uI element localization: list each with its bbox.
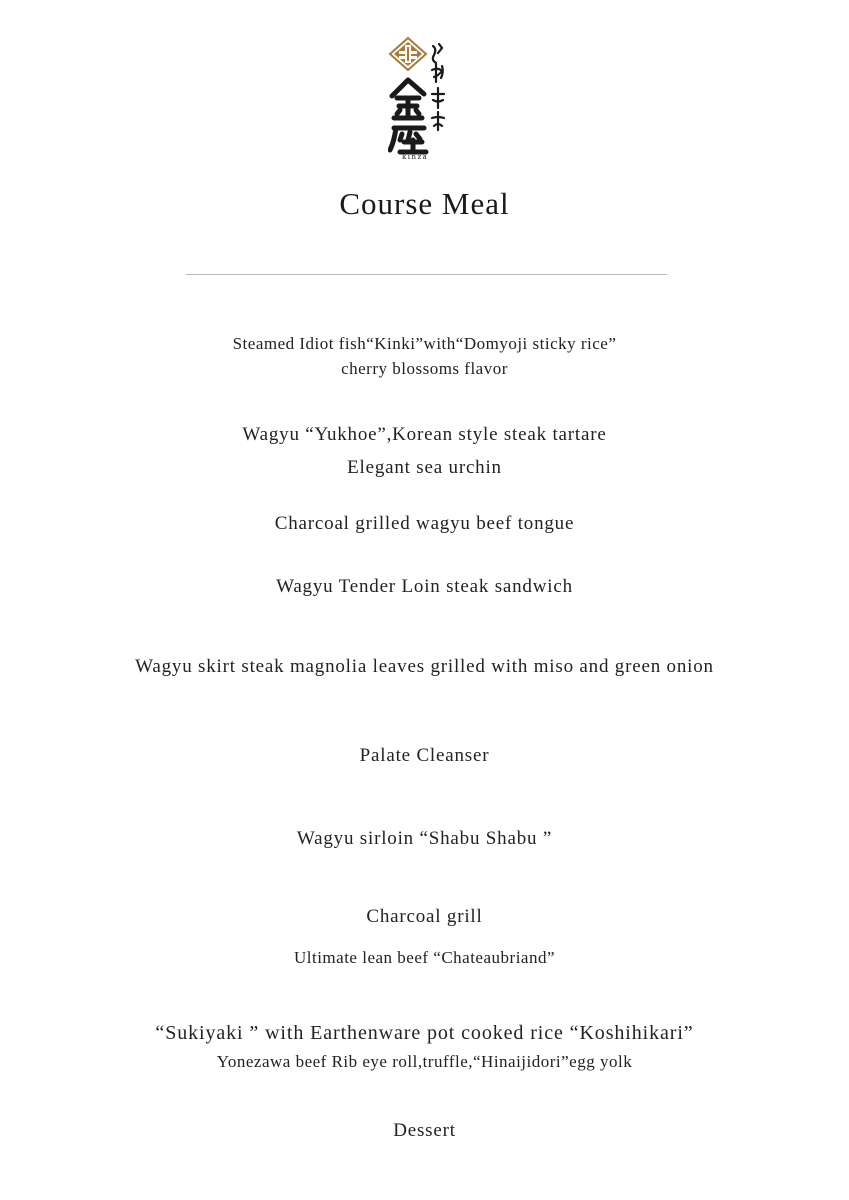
menu-item: Yonezawa beef Rib eye roll,truffle,“Hinaijidori”egg yolk bbox=[216, 1052, 633, 1071]
kinza-logo-graphic bbox=[388, 36, 460, 160]
title-divider bbox=[186, 274, 667, 275]
large-script-mark bbox=[390, 80, 426, 152]
page-title: Course Meal bbox=[339, 186, 510, 221]
menu-item: Dessert bbox=[393, 1120, 456, 1141]
menu-item: Wagyu Tender Loin steak sandwich bbox=[276, 576, 573, 597]
kinza-logo bbox=[388, 36, 460, 160]
menu-item: Wagyu skirt steak magnolia leaves grilled with miso and green onion bbox=[135, 656, 714, 677]
menu-item: Wagyu sirloin “Shabu Shabu ” bbox=[296, 828, 553, 849]
menu-item: Steamed Idiot fish“Kinki”with“Domyoji sticky rice” bbox=[232, 334, 617, 353]
menu-item: cherry blossoms flavor bbox=[341, 359, 508, 378]
menu-item: Palate Cleanser bbox=[359, 745, 490, 766]
menu-item: Ultimate lean beef “Chateaubriand” bbox=[293, 948, 556, 967]
kinza-logo-sub-text: kinza bbox=[402, 153, 429, 160]
menu-item: Elegant sea urchin bbox=[347, 457, 502, 478]
menu-item: Charcoal grill bbox=[366, 906, 483, 927]
diamond-emblem-icon bbox=[390, 38, 426, 70]
menu-item: Charcoal grilled wagyu beef tongue bbox=[274, 513, 575, 534]
small-script-mark bbox=[432, 44, 444, 130]
menu-item: Wagyu “Yukhoe”,Korean style steak tartare bbox=[242, 424, 607, 445]
menu-item: “Sukiyaki ” with Earthenware pot cooked rice “Koshihikari” bbox=[155, 1022, 694, 1044]
